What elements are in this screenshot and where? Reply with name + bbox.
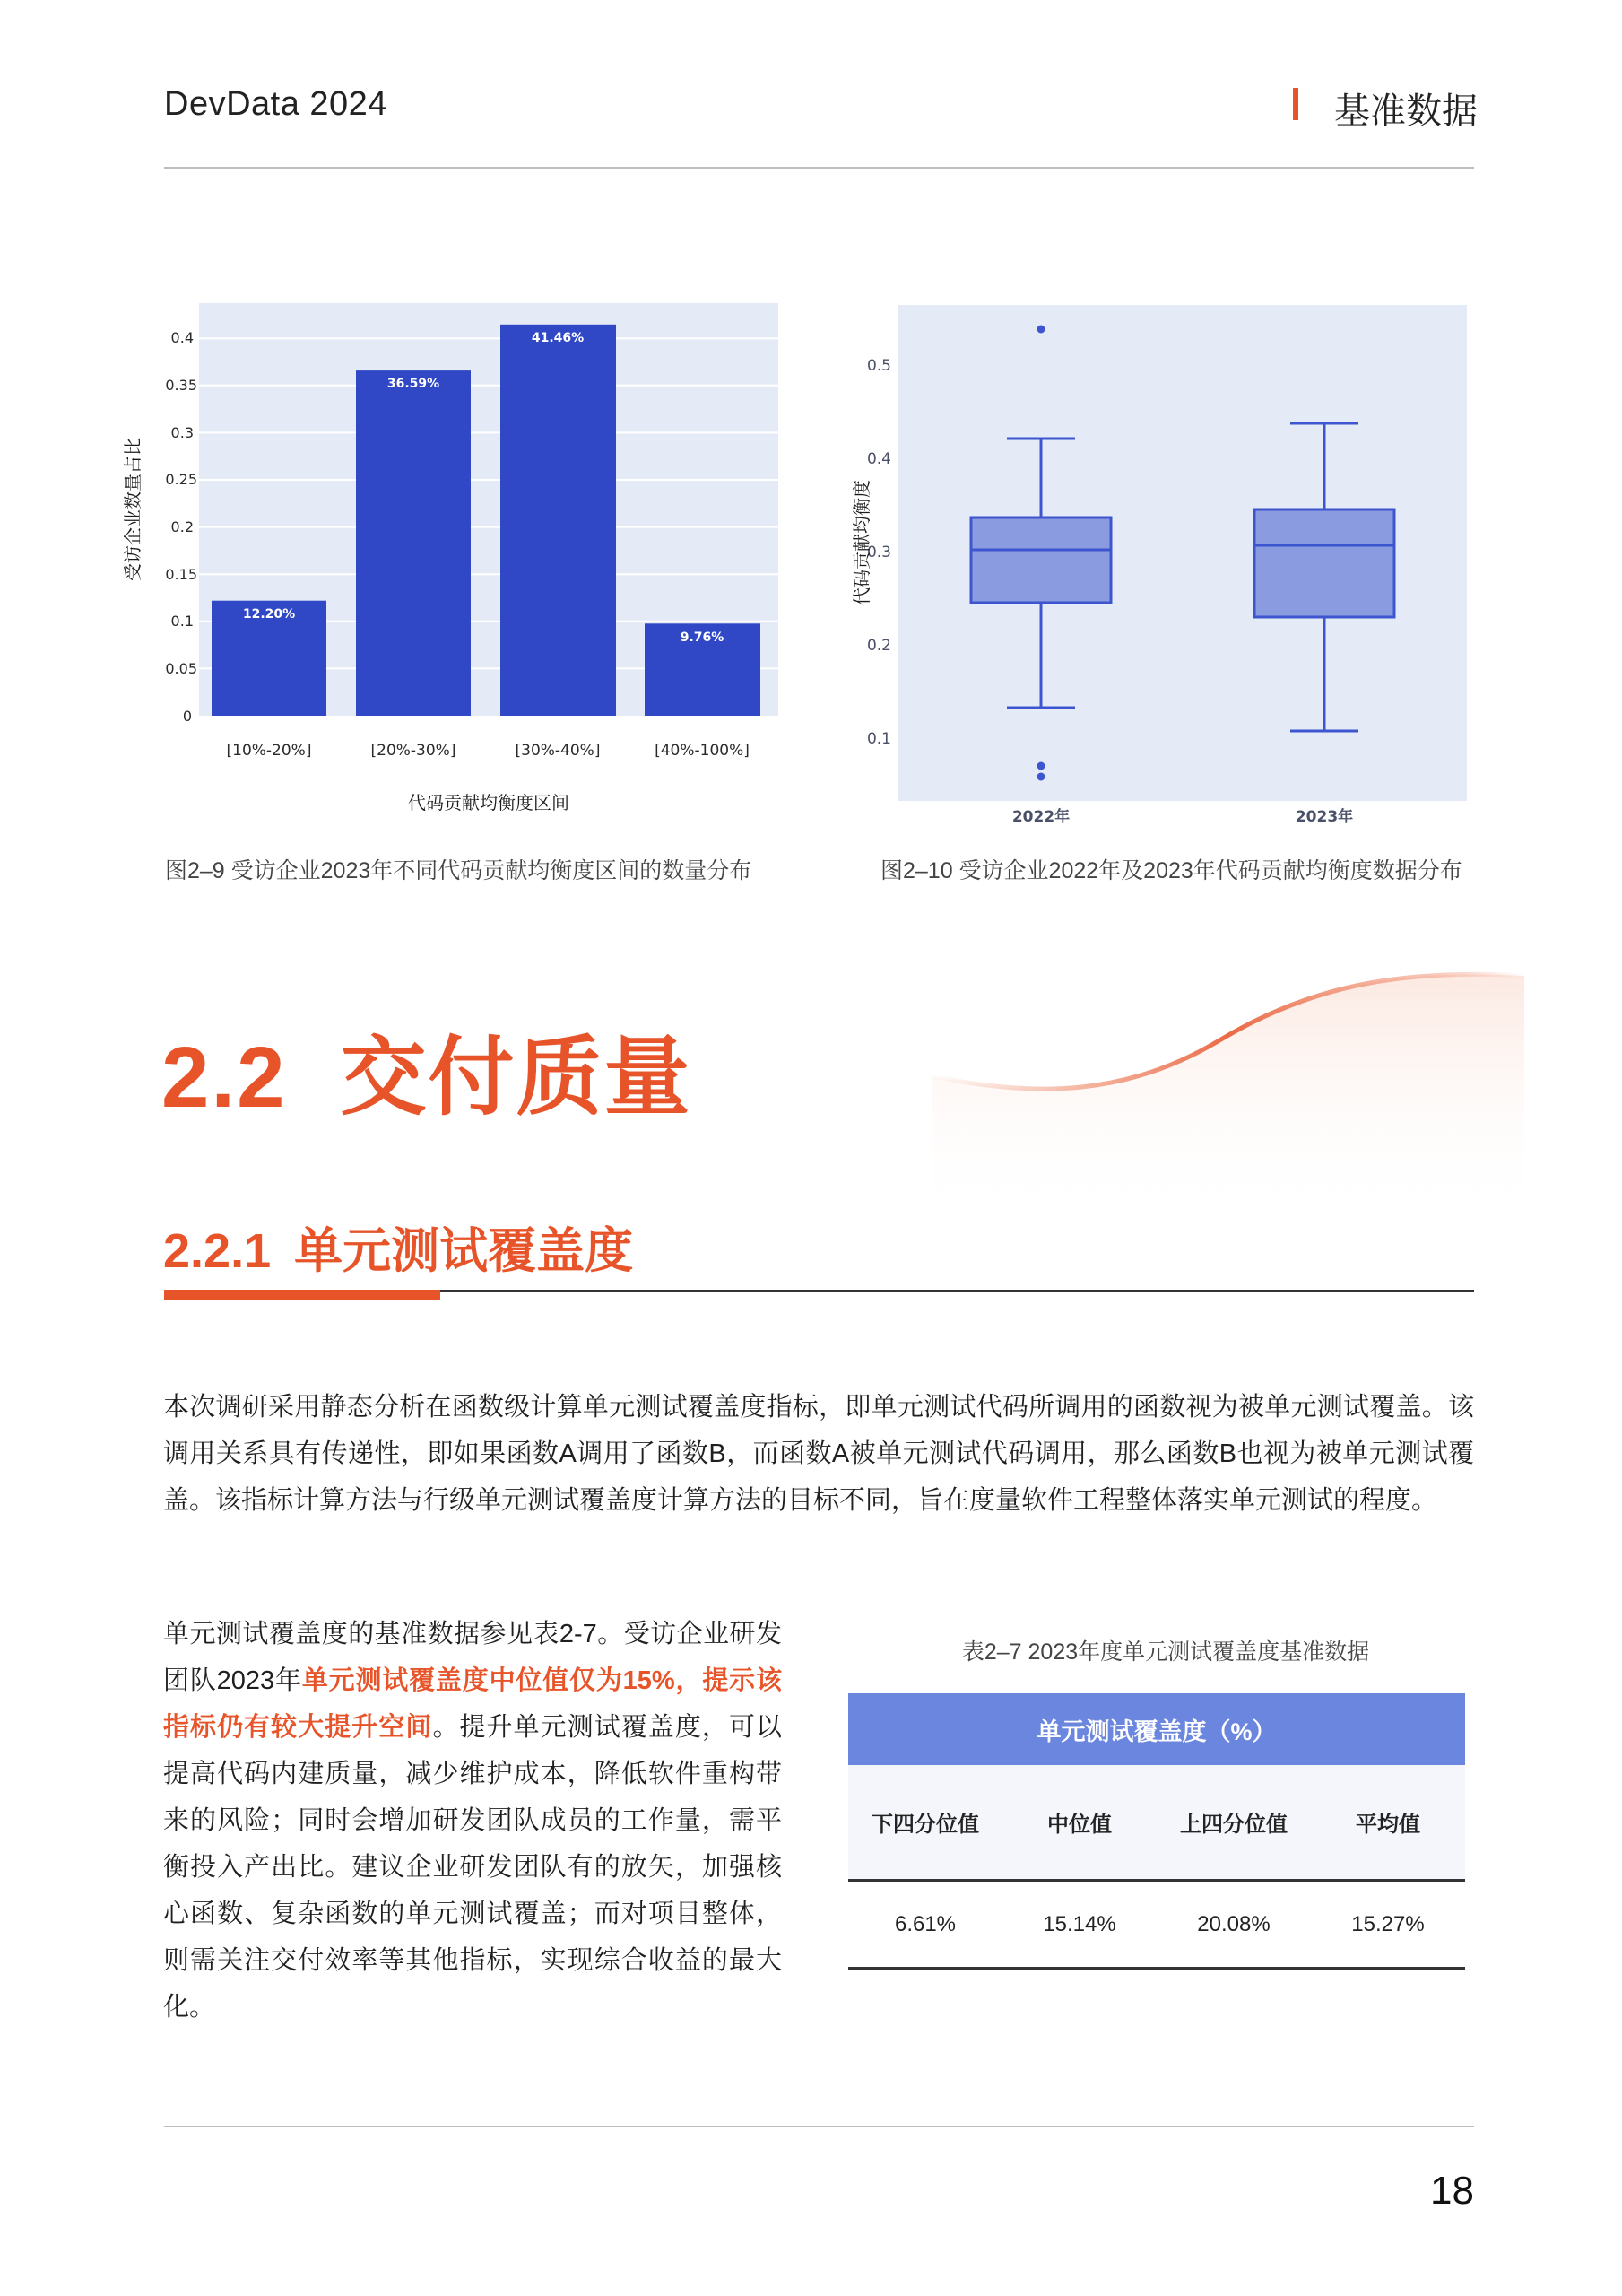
benchmark-table (848, 1693, 1465, 1970)
box-plot-x-ticks (1012, 807, 1353, 825)
table-caption: 表2–7 2023年度单元测试覆盖度基准数据 (961, 1639, 1370, 1665)
figure-2-9-caption: 图2–9 受访企业2023年不同代码贡献均衡度区间的数量分布 (165, 858, 752, 883)
bar-label: 36.59% (386, 377, 440, 391)
box-plot-y-axis-title: 代码贡献均衡度 (851, 480, 872, 605)
value-upper-quartile: 20.08% (1197, 1911, 1271, 1936)
y-tick: 0.2 (866, 637, 891, 655)
table-header-row (848, 1765, 1465, 1882)
publication-title: DevData 2024 (164, 85, 387, 123)
bar-label: 41.46% (531, 331, 585, 345)
bar-chart (108, 287, 807, 825)
y-tick: 0.35 (165, 377, 197, 394)
bar-chart-x-ticks (227, 742, 750, 760)
x-tick: [40%-100%] (655, 742, 750, 760)
header-mean: 平均值 (1356, 1813, 1420, 1837)
x-tick: [10%-20%] (226, 742, 312, 760)
y-tick: 0.3 (866, 544, 891, 561)
bar-20-30 (356, 370, 471, 716)
bar-label: 9.76% (680, 631, 724, 645)
page-number: 18 (1430, 2169, 1474, 2213)
y-tick: 0.3 (170, 424, 194, 441)
header-accent-bar (1293, 88, 1298, 120)
x-tick: [20%-30%] (370, 742, 456, 760)
bar-chart-y-axis-title: 受访企业数量占比 (122, 438, 143, 581)
subsection-accent-bar (164, 1290, 440, 1300)
section-heading (161, 1009, 691, 1132)
y-tick: 0.1 (170, 613, 194, 630)
section-label: 基准数据 (1334, 91, 1478, 131)
subsection-number: 2.2.1 (163, 1224, 272, 1278)
y-tick: 0.1 (866, 730, 891, 748)
x-tick: [30%-40%] (515, 742, 601, 760)
y-tick: 0.4 (170, 329, 194, 346)
y-tick: 0.25 (165, 471, 197, 488)
section-title: 交付质量 (340, 1030, 692, 1126)
bar-chart-x-axis-title: 代码贡献均衡度区间 (408, 792, 569, 813)
body-paragraph-1: 本次调研采用静态分析在函数级计算单元测试覆盖度指标，即单元测试代码所调用的函数视为被单元测试覆盖。该调用关系具有传递性，即如果函数A调用了函数B，而函数A被单元测试代码调用，那么函数B也视为被单元测试覆盖。该指标计算方法与行级单元测试覆盖度计算方法的目标不同，旨在度量软件工程整体落实单元测试的程度。 (163, 1393, 1474, 1515)
figure-2-10-caption: 图2–10 受访企业2022年及2023年代码贡献均衡度数据分布 (880, 858, 1462, 883)
x-tick: 2022年 (1011, 808, 1071, 825)
table-title: 单元测试覆盖度（%） (848, 1693, 1465, 1765)
subsection-title: 单元测试覆盖度 (294, 1224, 634, 1278)
bar-30-40 (500, 325, 616, 716)
subsection-heading (163, 1213, 633, 1282)
header-upper-quartile: 上四分位值 (1180, 1813, 1288, 1837)
header-median: 中位值 (1047, 1813, 1112, 1837)
box-plot (825, 287, 1506, 825)
value-median: 15.14% (1043, 1911, 1116, 1936)
value-mean: 15.27% (1351, 1911, 1425, 1936)
paragraph-2-intro: 单元测试覆盖度的基准数据参见表2-7。受访企业研发团队2023年 (163, 1620, 782, 1695)
value-lower-quartile: 6.61% (894, 1911, 957, 1936)
header-lower-quartile: 下四分位值 (872, 1813, 979, 1837)
table-row (848, 1882, 1465, 1970)
y-tick: 0.2 (170, 518, 194, 535)
paragraph-2-rest: 。提升单元测试覆盖度，可以提高代码内建质量，减少维护成本，降低软件重构带来的风险；同时会增加研发团队成员的工作量，需平衡投入产出比。建议企业研发团队有的放矢，加强核心函数、复杂函数的单元测试覆盖；而对项目整体，则需关注交付效率等其他指标，实现综合收益的最大化。 (163, 1713, 782, 2022)
y-tick: 0.15 (165, 566, 197, 583)
paragraph-2-highlight: 单元测试覆盖度中位值仅为15%，提示该指标仍有较大提升空间 (163, 1666, 783, 1742)
y-tick: 0 (182, 708, 192, 725)
header-divider (164, 167, 1474, 169)
section-number: 2.2 (161, 1030, 287, 1126)
y-tick: 0.05 (165, 660, 197, 677)
footer-divider (164, 2126, 1474, 2127)
y-tick: 0.5 (866, 357, 891, 375)
bar-chart-y-ticks (165, 329, 197, 725)
decorative-wave (932, 969, 1560, 1220)
body-paragraph-2 (163, 1611, 782, 2031)
y-tick: 0.4 (866, 450, 891, 468)
x-tick: 2023年 (1295, 808, 1354, 825)
bar-label: 12.20% (242, 607, 296, 622)
